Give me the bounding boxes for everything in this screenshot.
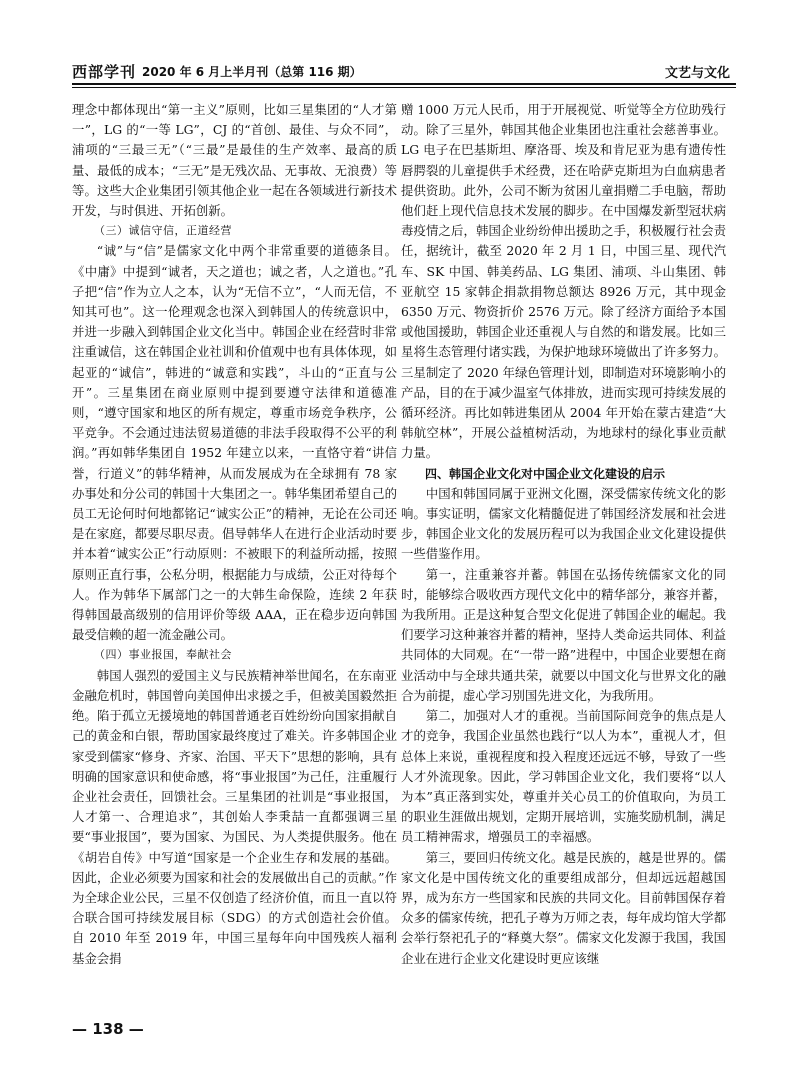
section-title: 文艺与文化 — [664, 66, 730, 81]
page-header — [72, 60, 736, 84]
header-rule-thin — [72, 87, 736, 88]
paragraph: 韩国人强烈的爱国主义与民族精神举世闻名，在东南亚金融危机时，韩国曾向美国伸出求援之手，但被美国毅然拒绝。陷于孤立无援境地的韩国普通老百姓纷纷向国家捐献自己的黄金和白银，帮助国家最终度过了难关。许多韩国企业家受到儒家“修身、齐家、治国、平天下”思想的影响，具有明确的国家意识和使命感，将“事业报国”为己任，注重履行企业社会责任，回馈社会。三星集团的社训是“事业报国，人才第一、合理追求”，其创始人李秉喆一直都强调三星要“事业报国”，要为国家、为国民、为人类提供服务。他在《胡岩自传》中写道“国家是一个企业生存和发展的基础。因此，企业必须要为国家和社会的发展做出自己的贡献。”作为全球企业公民，三星不仅创造了经济价值，而且一直以符合联合国可持续发展目标（SDG）的方式创造社会价值。自 2010 年至 2019 年，中国三星每年向中国残疾人福利基金会捐 — [72, 667, 397, 966]
paragraph: 赠 1000 万元人民币，用于开展视觉、听觉等全方位助残行动。除了三星外，韩国其他企业集团也注重社会慈善事业。LG 电子在巴基斯坦、摩洛哥、埃及和肯尼亚为患有遗传性唇腭裂的儿童提供手术经费，还在哈萨克斯坦为白血病患者提供资助。此外，公司不断为贫困儿童捐赠二手电脑，帮助他们赶上现代信息技术发展的脚步。在中国爆发新型冠状病毒疫情之后，韩国企业纷纷伸出援助之手，积极履行社会责任，据统计，截至 2020 年 2 月 1 日，中国三星、现代汽车、SK 中国、韩美药品、LG 集团、浦项、斗山集团、韩亚航空 15 家韩企捐款捐物总额达 8926 万元，其中现金 6350 万元、物资折价 2576 万元。除了经济方面给予本国或他国援助，韩国企业还重视人与自然的和谐发展。比如三星将生态管理付诸实践，为保护地球环境做出了许多努力。三星制定了 2020 年绿色管理计划，即制造对环境影响小的产品，目的在于减少温室气体排放，进而实现可持续发展的循环经济。再比如韩进集团从 2004 年开始在蒙古建造“大韩航空林”，开展公益植树活动，为地球村的绿化事业贡献力量。 — [401, 102, 726, 461]
paragraph: “诚”与“信”是儒家文化中两个非常重要的道德条目。《中庸》中提到“诚者，天之道也；诚之者，人之道也。”孔子把“信”作为立人之本，认为“无信不立”，“人而无信，不知其可也”。这一伦理观念也深入到韩国人的传统意识中，并进一步融入到韩国企业文化当中。韩国企业在经营时非常注重诚信，这在韩国企业社训和价值观中也有具体体现，如起亚的“诚信”，韩进的“诚意和实践”，斗山的“正直与公开”。三星集团在商业原则中提到要遵守法律和道德准则，“遵守国家和地区的所有规定，尊重市场竞争秩序，公平竞争。不会通过违法贸易道德的非法手段取得不公平的利润。”再如韩华集团自 1952 年建立以来，一直恪守着“讲信誉，行道义”的韩华精神，从而发展成为在全球拥有 78 家办事处和分公司的韩国十大集团之一。韩华集团希望自己的员工无论何时何地都铭记“诚实公正”的精神，无论在公司还是在家庭，都要尽职尽责。倡导韩华人在进行企业活动时要并本着“诚实公正”行动原则：不被眼下的利益所动摇，按照原则正直行事，公私分明，根据能力与成绩，公正对待每个人。作为韩华下属部门之一的大韩生命保险，连续 2 年获得韩国最高级别的信用评价等级 AAA，正在稳步迈向韩国最受信赖的超一流金融公司。 — [72, 243, 397, 643]
header-rule-thick — [72, 83, 736, 85]
paragraph: 第三，要回归传统文化。越是民族的，越是世界的。儒家文化是中国传统文化的重要组成部分，但却远远超越国界，成为东方一些国家和民族的共同文化。目前韩国保存着众多的儒家传统，把孔子尊为万师之表，每年成均馆大学都会举行祭祀孔子的“释奠大祭”。儒家文化发源于我国，我国企业在进行企业文化建设时更应该继 — [401, 849, 726, 966]
journal-logo: 西部学刊 — [72, 63, 137, 81]
paragraph: 理念中都体现出“第一主义”原则，比如三星集团的“人才第一”，LG 的“一等 LG”，CJ 的“首创、最佳、与众不同”，浦项的“三最三无”（“三最”是最佳的生产效率、最高的质量、最低的成本；“三无”是无残次品、无事故、无浪费）等等。这些大企业集团引领其他企业一起在各领域进行新技术开发，与时俱进、开拓创新。 — [72, 102, 397, 219]
page-number: — 138 — — [72, 1020, 144, 1038]
paragraph: 第一，注重兼容并蓄。韩国在弘扬传统儒家文化的同时，能够综合吸收西方现代文化中的精华部分，兼容并蓄，为我所用。正是这种复合型文化促进了韩国企业的崛起。我们要学习这种兼容并蓄的精神，坚持人类命运共同体、利益共同体的大同观。在“一带一路”进程中，中国企业要想在商业活动中与全球共通共荣，就要以中国文化与世界文化的融合为前提，虚心学习别国先进文化，为我所用。 — [401, 566, 726, 703]
subsection-heading-4: （四）事业报国，奉献社会 — [94, 648, 232, 662]
left-column — [72, 100, 397, 969]
issue-info: 2020 年 6 月上半月刊（总第 116 期） — [142, 65, 362, 79]
paragraph: 第二，加强对人才的重视。当前国际间竞争的焦点是人才的竞争，我国企业虽然也践行“以人为本”，重视人才，但总体上来说，重视程度和投入程度还远远不够，导致了一些人才外流现象。因此，学习韩国企业文化，我们要将“以人为本”真正落到实处，尊重并关心员工的价值取向，为员工的职业生涯做出规划，定期开展培训，实施奖励机制，满足员工精神需求，增强员工的幸福感。 — [401, 708, 726, 845]
paragraph: 中国和韩国同属于亚洲文化圈，深受儒家传统文化的影响。事实证明，儒家文化精髓促进了韩国经济发展和社会进步，韩国企业文化的发展历程可以为我国企业文化建设提供一些借鉴作用。 — [401, 485, 726, 562]
subsection-heading-3: （三）诚信守信，正道经营 — [94, 224, 232, 238]
right-column — [401, 100, 726, 969]
section-heading-4: 四、韩国企业文化对中国企业文化建设的启示 — [425, 466, 666, 481]
